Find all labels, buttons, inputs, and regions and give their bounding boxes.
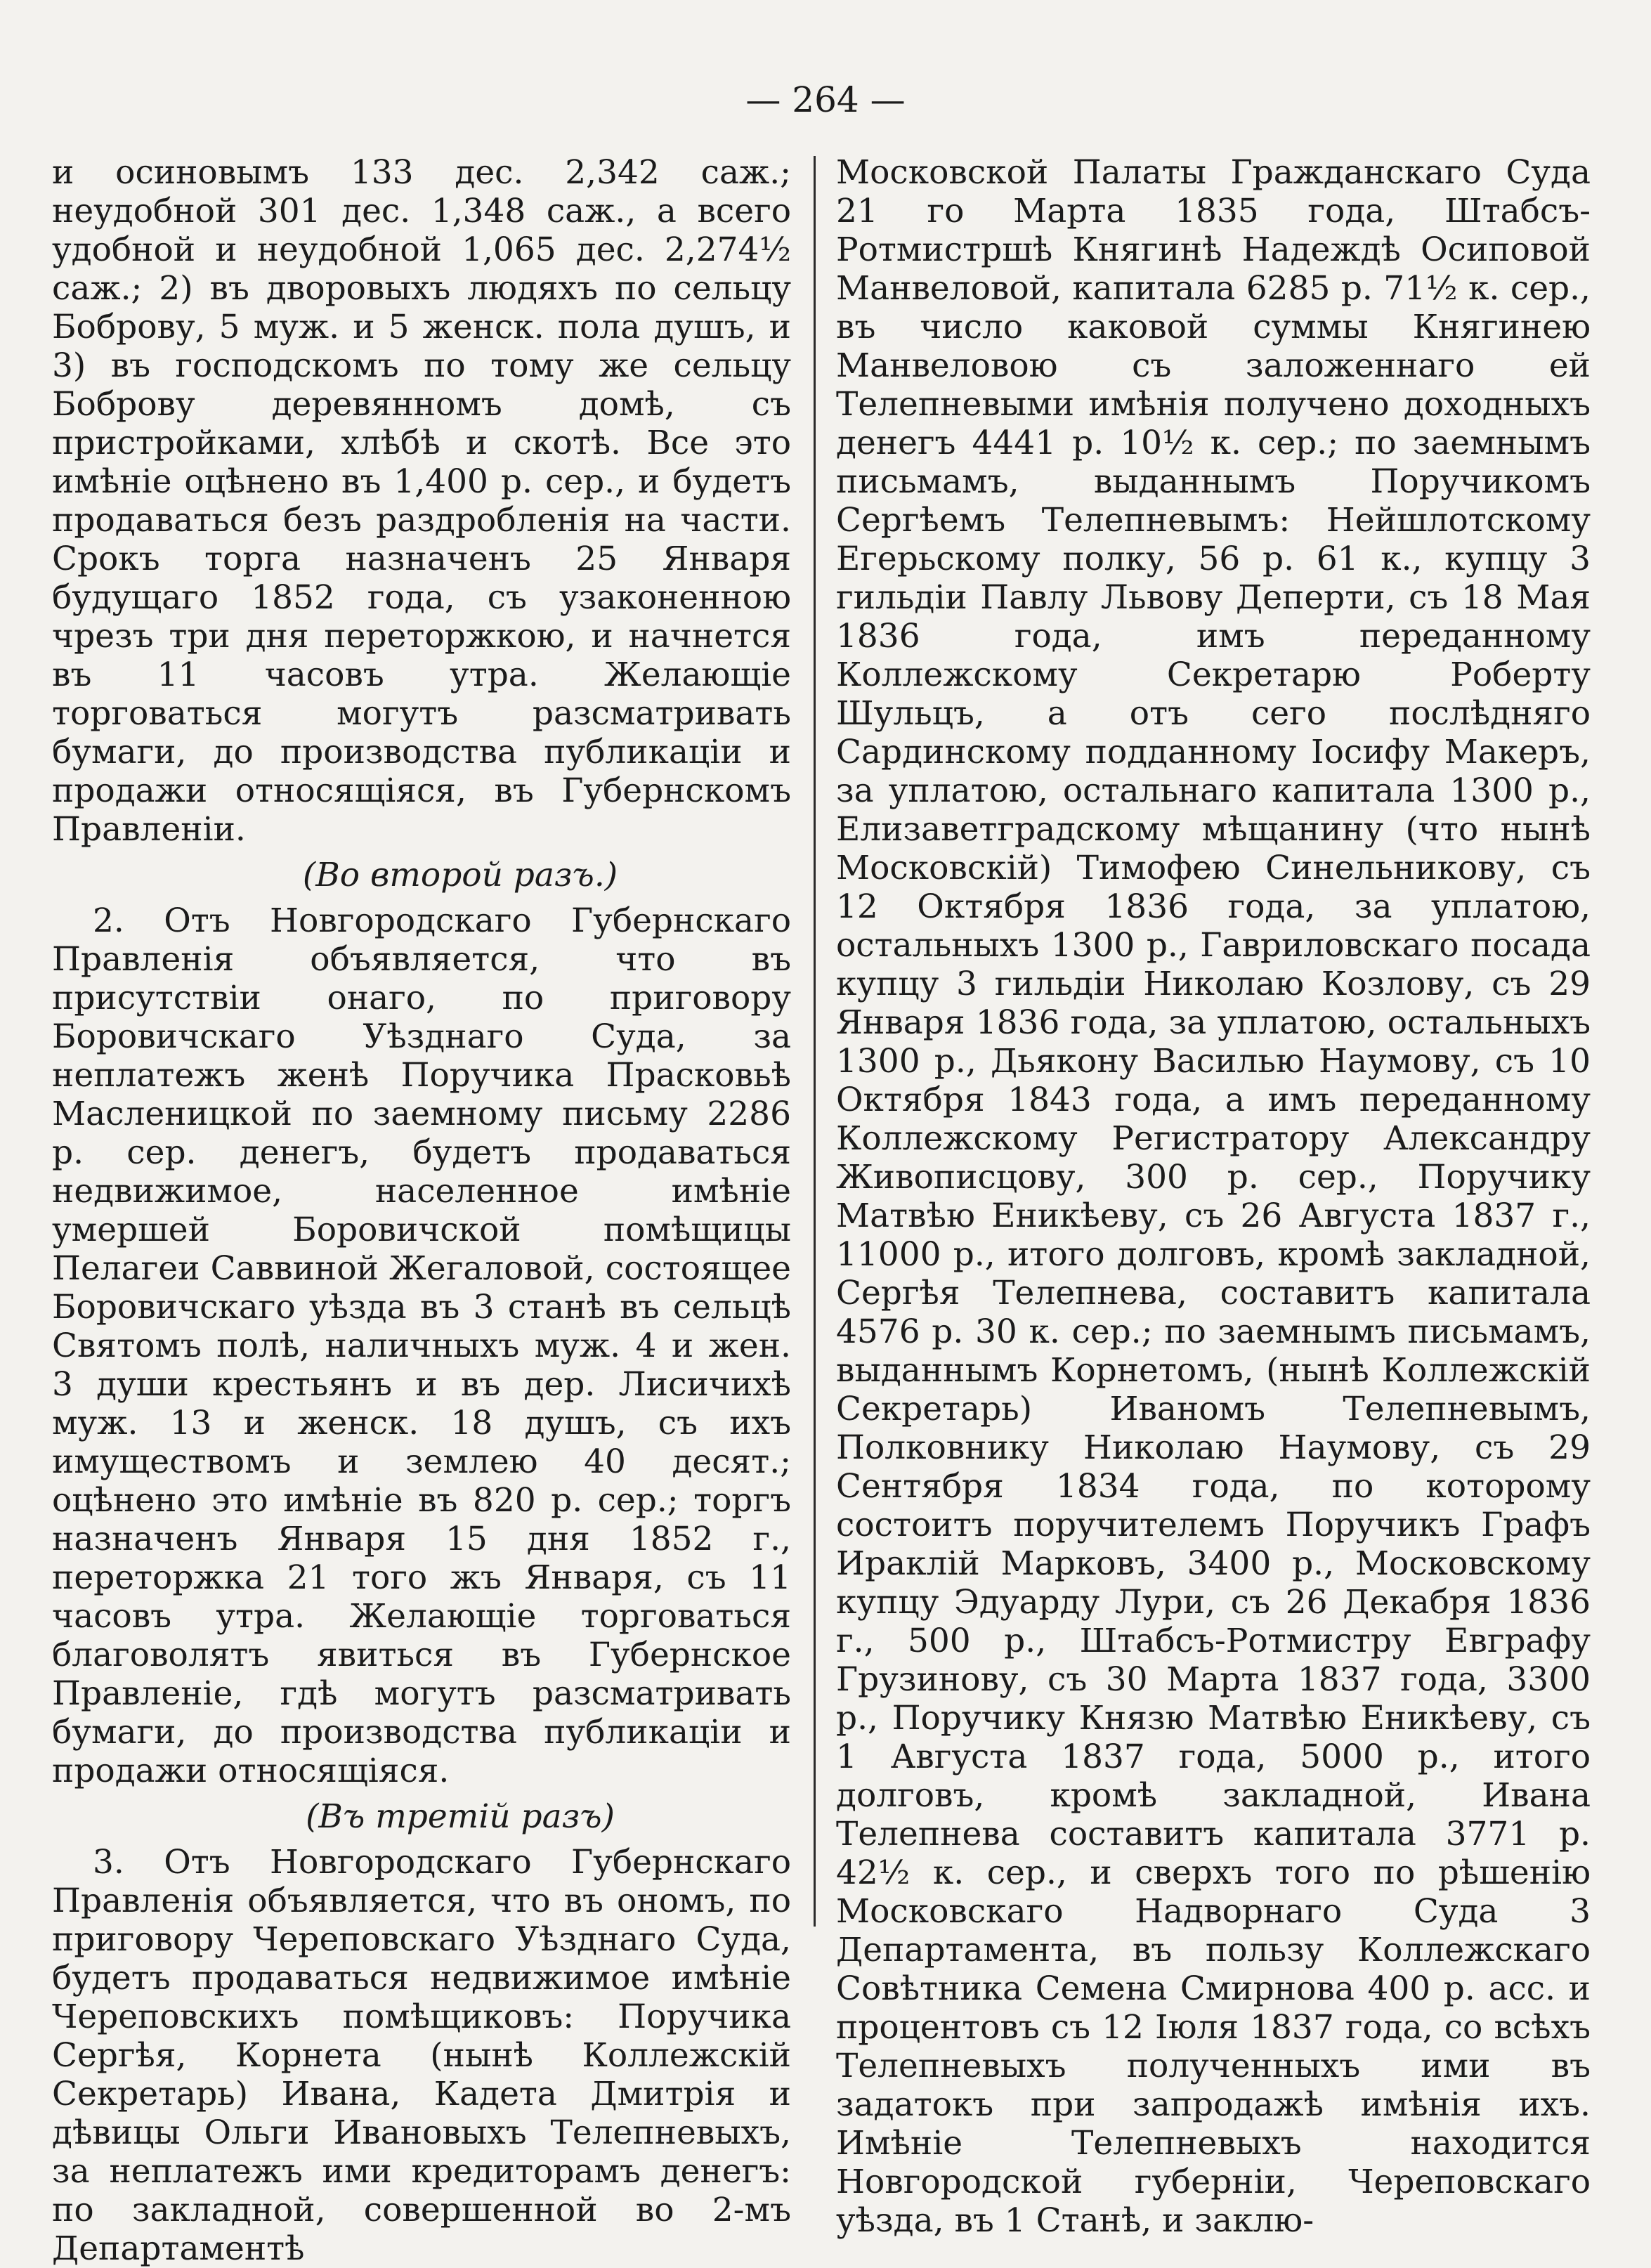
left-paragraph-3: 3. Отъ Новгородскаго Губернскаго Правленія объявляется, что въ ономъ, по приговору Череповскаго Уѣзднаго Суда, будетъ продаваться недвижимое имѣніе Череповскихъ помѣщиковъ: Поручика Сергѣя, Корнета (нынѣ Коллежскій Секретарь) Ивана, Кадета Дмитрія и дѣвицы Ольги Ивановыхъ Телепневыхъ, за неплатежъ ими кредиторамъ денегъ: по закладной, совершенной во 2-мъ Департаментѣ xyxy=(52,1843,791,2268)
column-divider xyxy=(814,156,816,1927)
left-column xyxy=(52,153,791,2268)
right-paragraph-1: Московской Палаты Гражданскаго Суда 21 го Марта 1835 года, Штабсъ-Ротмистршѣ Княгинѣ Надеждѣ Осиповой Манвеловой, капитала 6285 р. 71½ к. сер., въ число каковой суммы Княгинею Манвеловою съ заложеннаго ей Телепневыми имѣнія получено доходныхъ денегъ 4441 р. 10½ к. сер.; по заемнымъ письмамъ, выданнымъ Поручикомъ Сергѣемъ Телепневымъ: Нейшлотскому Егерьскому полку, 56 р. 61 к., купцу 3 гильдіи Павлу Львову Деперти, съ 18 Мая 1836 года, имъ переданному Коллежскому Секретарю Роберту Шульцъ, а отъ сего послѣдняго Сардинскому подданному Іосифу Макеръ, за уплатою, остальнаго капитала 1300 р., Елизаветградскому мѣщанину (что нынѣ Московскій) Тимофею Синельникову, съ 12 Октября 1836 года, за уплатою, остальныхъ 1300 р., Гавриловскаго посада купцу 3 гильдіи Николаю Козлову, съ 29 Января 1836 года, за уплатою, остальныхъ 1300 р., Дьякону Василью Наумову, съ 10 Октября 1843 года, а имъ переданному Коллежскому Регистратору Александру Живописцову, 300 р. сер., Поручику Матвѣю Еникѣеву, съ 26 Августа 1837 г., 11000 р., итого долговъ, кромѣ закладной, Сергѣя Телепнева, составитъ капитала 4576 р. 30 к. сер.; по заемнымъ письмамъ, выданнымъ Корнетомъ, (нынѣ Коллежскій Секретарь) Иваномъ Телепневымъ, Полковнику Николаю Наумову, съ 29 Сентября 1834 года, по которому состоитъ поручителемъ Поручикъ Графъ Ираклій Марковъ, 3400 р., Московскому купцу Эдуарду Лури, съ 26 Декабря 1836 г., 500 р., Штабсъ-Ротмистру Евграфу Грузинову, съ 30 Марта 1837 года, 3300 р., Поручику Князю Матвѣю Еникѣеву, съ 1 Августа 1837 года, 5000 р., итого долговъ, кромѣ закладной, Ивана Телепнева составитъ капитала 3771 р. 42½ к. сер., и сверхъ того по рѣшенію Московскаго Надворнаго Суда 3 Департамента, въ пользу Коллежскаго Совѣтника Семена Смирнова 400 р. асс. и процентовъ съ 12 Іюля 1837 года, со всѣхъ Телепневыхъ полученныхъ ими въ задатокъ при запродажѣ имѣнія ихъ. Имѣніе Телепневыхъ находится Новгородской губерніи, Череповскаго уѣзда, въ 1 Станѣ, и заклю- xyxy=(836,153,1591,2240)
page-number: — 264 — xyxy=(745,79,906,120)
left-paragraph-2: 2. Отъ Новгородскаго Губернскаго Правленія объявляется, что въ присутствіи онаго, по приговору Боровичскаго Уѣзднаго Суда, за неплатежъ женѣ Поручика Прасковьѣ Масленицкой по заемному письму 2286 р. сер. денегъ, будетъ продаваться недвижимое, населенное имѣніе умершей Боровичской помѣщицы Пелагеи Саввиной Жегаловой, состоящее Боровичскаго уѣзда въ 3 станѣ въ сельцѣ Святомъ полѣ, наличныхъ муж. 4 и жен. 3 души крестьянъ и въ дер. Лисичихѣ муж. 13 и женск. 18 душъ, съ ихъ имуществомъ и землею 40 десят.; оцѣнено это имѣніе въ 820 р. сер.; торгъ назначенъ Января 15 дня 1852 г., переторжка 21 того жъ Января, съ 11 часовъ утра. Желающіе торговаться благоволятъ явиться въ Губернское Правленіе, гдѣ могутъ разсматривать бумаги, до производства публикаціи и продажи относящіяся. xyxy=(52,901,791,1790)
right-column xyxy=(836,153,1591,2240)
publication-note-second: (Во второй разъ.) xyxy=(302,856,618,894)
left-paragraph-1: и осиновымъ 133 дес. 2,342 саж.; неудобной 301 дес. 1,348 саж., а всего удобной и неудобной 1,065 дес. 2,274½ саж.; 2) въ дворовыхъ людяхъ по сельцу Боброву, 5 муж. и 5 женск. пола душъ, и 3) въ господскомъ по тому же сельцу Боброву деревянномъ домѣ, съ пристройками, хлѣбѣ и скотѣ. Все это имѣніе оцѣнено въ 1,400 р. сер., и будетъ продаваться безъ раздробленія на части. Срокъ торга назначенъ 25 Января будущаго 1852 года, съ узаконенною чрезъ три дня переторжкою, и начнется въ 11 часовъ утра. Желающіе торговаться могутъ разсматривать бумаги, до производства публикаціи и продажи относящіяся, въ Губернскомъ Правленіи. xyxy=(52,153,791,849)
publication-note-third: (Въ третій разъ) xyxy=(306,1797,615,1836)
